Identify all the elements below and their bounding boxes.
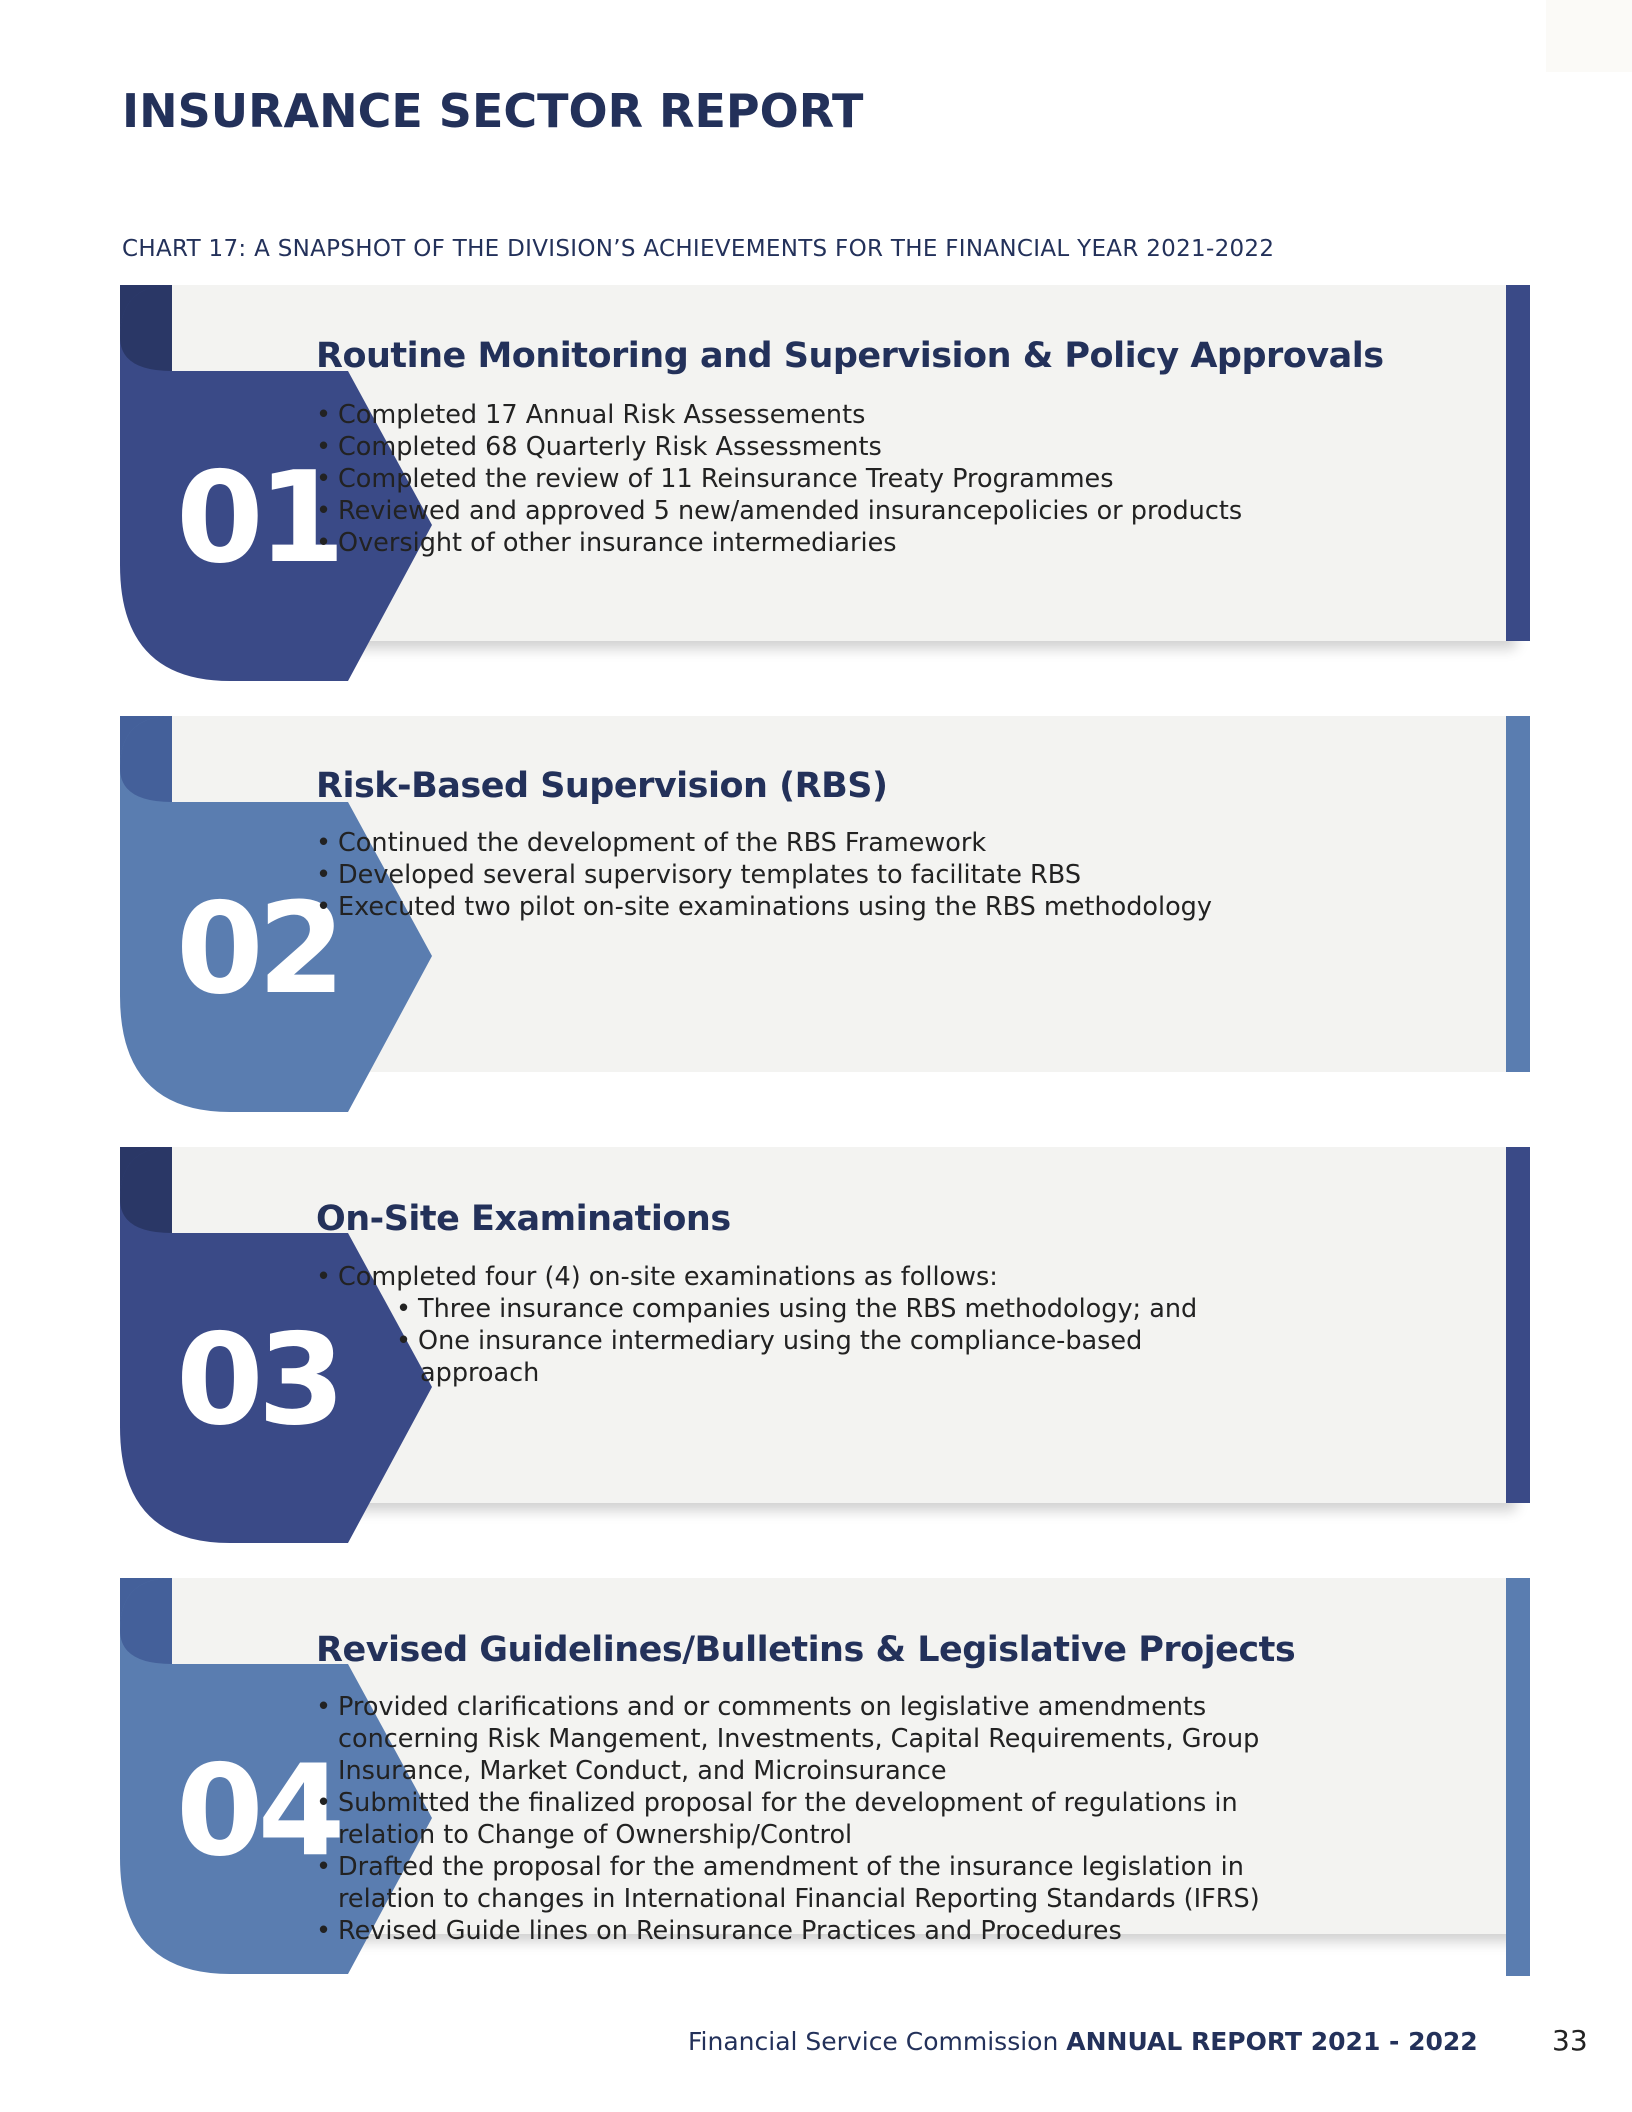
- card-item-list: [316, 1261, 1376, 1389]
- list-item: • Completed four (4) on-site examinations as follows:: [316, 1261, 1376, 1293]
- card-accent-bar: [1506, 1578, 1530, 1976]
- list-item-continuation: approach: [420, 1358, 540, 1388]
- list-item: • Continued the development of the RBS Framework: [316, 827, 1376, 859]
- page-number: 33: [1552, 2024, 1588, 2057]
- card-heading: Revised Guidelines/Bulletins & Legislative Projects: [316, 1630, 1296, 1670]
- list-item: • Submitted the finalized proposal for the development of regulations in: [316, 1787, 1376, 1819]
- list-item: • Developed several supervisory templates to facilitate RBS: [316, 859, 1376, 891]
- list-item-continuation: concerning Risk Mangement, Investments, Capital Requirements, Group: [338, 1724, 1260, 1754]
- card-heading: Routine Monitoring and Supervision & Policy Approvals: [316, 336, 1384, 376]
- corner-mark: [1546, 0, 1632, 72]
- footer-org: Financial Service Commission: [688, 2027, 1059, 2056]
- list-item: • Revised Guide lines on Reinsurance Practices and Procedures: [316, 1915, 1376, 1947]
- list-item: • Provided clarifications and or comments on legislative amendments: [316, 1691, 1376, 1723]
- page-title: INSURANCE SECTOR REPORT: [122, 84, 864, 138]
- card-item-list: [316, 827, 1376, 923]
- footer-text: [688, 2027, 1478, 2056]
- list-item: • Completed 17 Annual Risk Assessements: [316, 399, 1376, 431]
- list-item: • Completed 68 Quarterly Risk Assessments: [316, 431, 1376, 463]
- list-item-continuation: Insurance, Market Conduct, and Microinsurance: [338, 1756, 947, 1786]
- card-accent-bar: [1506, 716, 1530, 1072]
- list-item: • Drafted the proposal for the amendment of the insurance legislation in: [316, 1851, 1376, 1883]
- sub-list-item: • One insurance intermediary using the compliance-based: [316, 1325, 1376, 1357]
- sub-list-item: • Three insurance companies using the RBS methodology; and: [316, 1293, 1376, 1325]
- list-item: • Reviewed and approved 5 new/amended insurancepolicies or products: [316, 495, 1376, 527]
- card-heading: Risk-Based Supervision (RBS): [316, 766, 888, 806]
- list-item: • Executed two pilot on-site examinations using the RBS methodology: [316, 891, 1376, 923]
- list-item: • Oversight of other insurance intermediaries: [316, 527, 1376, 559]
- card-heading: On-Site Examinations: [316, 1199, 731, 1239]
- card-item-list: [316, 1691, 1376, 1947]
- card-number: 01: [176, 444, 340, 591]
- card-number: 04: [176, 1737, 340, 1884]
- card-number: 02: [176, 875, 340, 1022]
- list-item-continuation: relation to changes in International Financial Reporting Standards (IFRS): [338, 1884, 1260, 1914]
- card-accent-bar: [1506, 1147, 1530, 1503]
- card-item-list: [316, 399, 1376, 559]
- list-item: • Completed the review of 11 Reinsurance Treaty Programmes: [316, 463, 1376, 495]
- list-item-continuation: relation to Change of Ownership/Control: [338, 1820, 853, 1850]
- card-accent-bar: [1506, 285, 1530, 641]
- footer-report-title: ANNUAL REPORT 2021 - 2022: [1066, 2027, 1478, 2056]
- chart-caption: CHART 17: A SNAPSHOT OF THE DIVISION’S ACHIEVEMENTS FOR THE FINANCIAL YEAR 2021-2022: [122, 236, 1275, 262]
- card-number: 03: [176, 1306, 340, 1453]
